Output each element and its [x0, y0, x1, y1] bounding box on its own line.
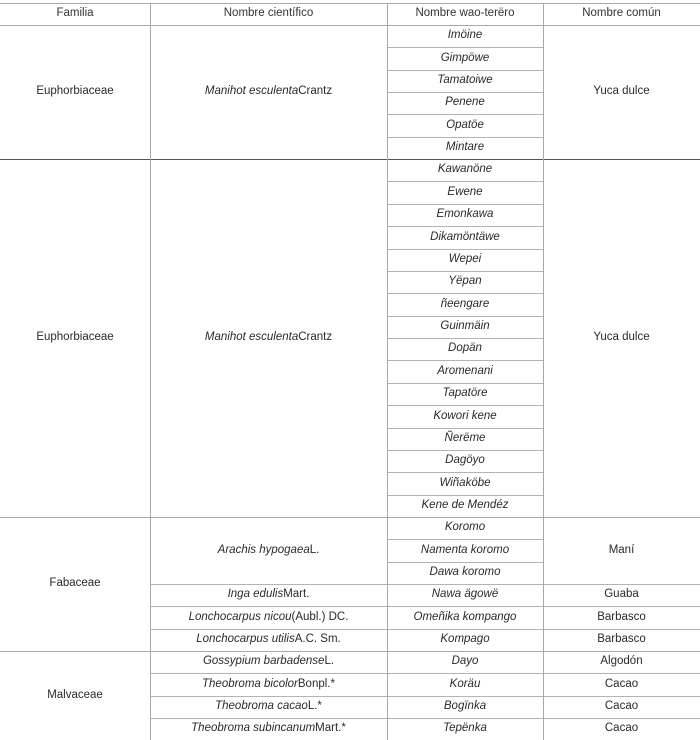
scientific-name-cell: [150, 517, 387, 584]
scientific-name-authority: L.*: [307, 699, 322, 712]
wao-name-cell: Namenta koromo: [420, 543, 510, 556]
column-divider: [543, 3, 544, 740]
scientific-name-authority: (Aubl.) DC.: [291, 610, 349, 623]
common-name-cell: Barbasco: [597, 633, 646, 646]
wao-row-divider: [387, 137, 543, 138]
wao-name-cell: Kawanöne: [437, 163, 493, 176]
column-divider: [387, 3, 388, 740]
scientific-name-authority: Crantz: [298, 85, 333, 98]
scientific-name-cell: [150, 584, 387, 606]
scientific-name-authority: L.: [324, 655, 335, 668]
header-comun: Nombre común: [582, 7, 661, 20]
scientific-name-cell: [150, 159, 387, 517]
scientific-name-italic: Inga edulis: [227, 588, 284, 601]
wao-name-cell: Guinmäin: [440, 320, 490, 333]
scientific-name-cell: [150, 696, 387, 718]
wao-row-divider: [387, 383, 543, 384]
wao-row-divider: [387, 450, 543, 451]
species-row-divider: [150, 718, 700, 719]
species-row-divider: [150, 673, 700, 674]
family-cell: Euphorbiaceae: [36, 85, 114, 98]
header-familia: Familia: [56, 7, 94, 20]
wao-name-cell: Bogïnka: [443, 699, 487, 712]
wao-name-cell: Mintare: [445, 141, 485, 154]
family-cell: Euphorbiaceae: [36, 331, 114, 344]
scientific-name-italic: Gossypium barbadense: [202, 655, 325, 668]
common-name-cell: Algodón: [600, 655, 643, 668]
wao-name-cell: Dagöyo: [445, 454, 485, 467]
wao-name-cell: Kompago: [440, 633, 490, 646]
wao-name-cell: Kene de Mendéz: [421, 499, 509, 512]
wao-name-cell: Tamatoiwe: [437, 74, 493, 87]
column-divider: [150, 3, 151, 740]
wao-name-cell: Dawa koromo: [429, 566, 501, 579]
wao-row-divider: [387, 539, 543, 540]
header-cientifico: Nombre científico: [223, 7, 314, 20]
wao-row-divider: [387, 405, 543, 406]
common-name-cell: Yuca dulce: [593, 85, 650, 98]
common-name-cell: Cacao: [604, 699, 639, 712]
wao-name-cell: ñeengare: [440, 297, 490, 310]
wao-name-cell: Nawa ägowë: [431, 588, 499, 601]
wao-row-divider: [387, 70, 543, 71]
common-name-cell: Maní: [608, 543, 635, 556]
wao-row-divider: [387, 181, 543, 182]
wao-name-cell: Dayo: [451, 655, 479, 668]
wao-name-cell: Ewene: [447, 185, 483, 198]
wao-row-divider: [387, 204, 543, 205]
wao-name-cell: Kowori kene: [433, 409, 497, 422]
wao-row-divider: [387, 226, 543, 227]
wao-name-cell: Omeñika kompango: [413, 610, 517, 623]
wao-name-cell: Tapatöre: [442, 387, 488, 400]
scientific-name-authority: A.C. Sm.: [294, 633, 341, 646]
scientific-name-italic: Arachis hypogaea: [217, 543, 310, 556]
scientific-name-cell: [150, 718, 387, 740]
wao-row-divider: [387, 428, 543, 429]
top-edge: [0, 0, 700, 2]
header-wao: Nombre wao-terëro: [415, 7, 515, 20]
wao-name-cell: Emonkawa: [436, 208, 494, 221]
species-row-divider: [150, 584, 700, 585]
wao-name-cell: Wiñaköbe: [439, 476, 491, 489]
wao-name-cell: Ñerëme: [444, 431, 486, 444]
wao-name-cell: Aromenani: [437, 364, 493, 377]
wao-row-divider: [387, 47, 543, 48]
scientific-name-italic: Lonchocarpus nicou: [188, 610, 292, 623]
family-cell: Fabaceae: [49, 577, 101, 590]
wao-row-divider: [387, 114, 543, 115]
wao-name-cell: Wepei: [448, 252, 482, 265]
species-row-divider: [150, 696, 700, 697]
scientific-name-authority: Mart.*: [315, 722, 346, 735]
scientific-name-cell: [150, 673, 387, 695]
wao-row-divider: [387, 472, 543, 473]
wao-name-cell: Opatöe: [446, 118, 484, 131]
scientific-name-italic: Lonchocarpus utilis: [196, 633, 295, 646]
wao-row-divider: [387, 249, 543, 250]
scientific-name-authority: Mart.: [283, 588, 310, 601]
wao-name-cell: Dikamöntäwe: [430, 230, 500, 243]
family-cell: Malvaceae: [47, 688, 103, 701]
wao-name-cell: Koräu: [449, 677, 481, 690]
scientific-name-authority: Bonpl.*: [297, 677, 335, 690]
wao-row-divider: [387, 293, 543, 294]
wao-name-cell: Tepënka: [443, 722, 487, 735]
wao-name-cell: Dopän: [448, 342, 482, 355]
scientific-name-cell: [150, 629, 387, 651]
wao-name-cell: Penene: [445, 96, 485, 109]
scientific-name-cell: [150, 651, 387, 673]
wao-row-divider: [387, 338, 543, 339]
wao-name-cell: Imöine: [447, 29, 483, 42]
scientific-name-cell: [150, 25, 387, 159]
scientific-name-cell: [150, 606, 387, 628]
wao-row-divider: [387, 495, 543, 496]
species-row-divider: [150, 629, 700, 630]
wao-row-divider: [387, 316, 543, 317]
species-row-divider: [150, 606, 700, 607]
wao-name-cell: Yëpan: [448, 275, 482, 288]
common-name-cell: Guaba: [604, 588, 639, 601]
wao-row-divider: [387, 271, 543, 272]
wao-name-cell: Koromo: [444, 521, 486, 534]
wao-name-cell: Gimpöwe: [440, 51, 490, 64]
scientific-name-italic: Manihot esculenta: [204, 331, 299, 344]
header-top-rule: [0, 3, 700, 4]
scientific-name-authority: L.: [309, 543, 320, 556]
wao-row-divider: [387, 562, 543, 563]
common-name-cell: Cacao: [604, 677, 639, 690]
wao-row-divider: [387, 92, 543, 93]
common-name-cell: Yuca dulce: [593, 331, 650, 344]
common-name-cell: Barbasco: [597, 610, 646, 623]
scientific-name-authority: Crantz: [298, 331, 333, 344]
common-name-cell: Cacao: [604, 722, 639, 735]
wao-row-divider: [387, 360, 543, 361]
scientific-name-italic: Theobroma cacao: [215, 699, 308, 712]
scientific-name-italic: Theobroma bicolor: [202, 677, 298, 690]
scientific-name-italic: Manihot esculenta: [204, 85, 299, 98]
scientific-name-italic: Theobroma subincanum: [191, 722, 316, 735]
